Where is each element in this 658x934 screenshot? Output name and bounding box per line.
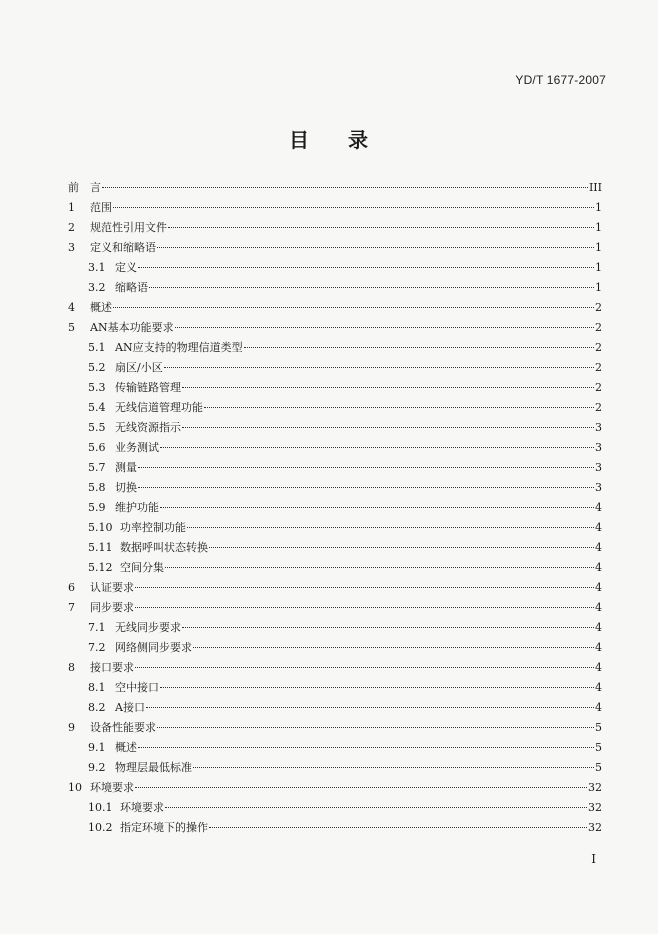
toc-entry-page: 2: [595, 321, 602, 334]
toc-entry-label: 概述: [90, 301, 112, 314]
toc-entry-page: 3: [595, 421, 602, 434]
toc-entry-number: 前: [68, 181, 79, 194]
toc-entry[interactable]: [68, 498, 602, 518]
toc-entry-number: 3.1: [88, 261, 106, 274]
toc-entry[interactable]: [68, 278, 602, 298]
toc-entry-page: 4: [595, 601, 602, 614]
toc-entry[interactable]: [68, 818, 602, 838]
toc-entry-page: 32: [588, 781, 602, 794]
toc-entry-number: 7.1: [88, 621, 106, 634]
dot-leader: [244, 347, 594, 348]
toc-entry-number: 4: [68, 301, 75, 314]
toc-entry-number: 9.1: [88, 741, 106, 754]
toc-entry[interactable]: [68, 238, 602, 258]
toc-entry-page: 4: [595, 641, 602, 654]
dot-leader: [193, 647, 594, 648]
toc-entry-number: 5: [68, 321, 75, 334]
toc-entry[interactable]: [68, 458, 602, 478]
toc-entry[interactable]: [68, 658, 602, 678]
toc-entry-page: 2: [595, 341, 602, 354]
toc-entry[interactable]: [68, 478, 602, 498]
toc-entry-label: 网络侧同步要求: [115, 641, 192, 654]
dot-leader: [113, 207, 594, 208]
toc-entry-page: III: [588, 181, 602, 194]
toc-entry-page: 4: [595, 621, 602, 634]
toc-entry[interactable]: [68, 298, 602, 318]
toc-entry-label: 切换: [115, 481, 137, 494]
toc-entry-number: 5.1: [88, 341, 106, 354]
toc-entry-label: 同步要求: [90, 601, 134, 614]
toc-entry-label: 概述: [115, 741, 137, 754]
toc-entry-number: 10: [68, 781, 82, 794]
dot-leader: [157, 727, 594, 728]
page-title: [0, 124, 658, 153]
toc-entry-number: 5.5: [88, 421, 106, 434]
dot-leader: [168, 227, 594, 228]
toc-entry-label: 维护功能: [115, 501, 159, 514]
dot-leader: [182, 387, 594, 388]
dot-leader: [204, 407, 594, 408]
dot-leader: [164, 367, 594, 368]
dot-leader: [160, 447, 594, 448]
title-char-2: 录: [348, 128, 369, 152]
toc-entry-label: 规范性引用文件: [90, 221, 167, 234]
dot-leader: [138, 267, 594, 268]
dot-leader: [182, 627, 594, 628]
toc-entry-label: A接口: [115, 701, 145, 714]
toc-entry[interactable]: [68, 518, 602, 538]
toc-entry-page: 1: [595, 201, 602, 214]
toc-entry[interactable]: [68, 778, 602, 798]
toc-entry-number: 5.7: [88, 461, 106, 474]
toc-entry-number: 5.6: [88, 441, 106, 454]
dot-leader: [113, 307, 594, 308]
dot-leader: [138, 467, 594, 468]
dot-leader: [209, 827, 587, 828]
toc-entry-page: 3: [595, 441, 602, 454]
toc-entry-label: AN应支持的物理信道类型: [115, 341, 243, 354]
toc-entry-number: 9: [68, 721, 75, 734]
toc-entry[interactable]: [68, 378, 602, 398]
toc-entry-page: 4: [595, 681, 602, 694]
toc-entry-number: 3.2: [88, 281, 106, 294]
dot-leader: [138, 487, 594, 488]
toc-entry[interactable]: [68, 698, 602, 718]
toc-entry-label: 缩略语: [115, 281, 148, 294]
toc-entry[interactable]: [68, 758, 602, 778]
toc-entry-page: 1: [595, 281, 602, 294]
toc-entry-page: 2: [595, 301, 602, 314]
toc-entry-page: 5: [595, 721, 602, 734]
toc-entry-label: 物理层最低标准: [115, 761, 192, 774]
dot-leader: [149, 287, 594, 288]
toc-entry-label: 定义和缩略语: [90, 241, 156, 254]
toc-entry-page: 4: [595, 701, 602, 714]
toc-entry-number: 5.10: [88, 521, 113, 534]
toc-entry-page: 3: [595, 481, 602, 494]
toc-entry-page: 5: [595, 761, 602, 774]
toc-entry-number: 1: [68, 201, 75, 214]
toc-entry[interactable]: [68, 358, 602, 378]
toc-entry-label: AN基本功能要求: [90, 321, 174, 334]
dot-leader: [102, 187, 588, 188]
toc-entry-number: 6: [68, 581, 75, 594]
toc-entry-page: 4: [595, 521, 602, 534]
toc-entry-number: 5.8: [88, 481, 106, 494]
dot-leader: [175, 327, 594, 328]
dot-leader: [182, 427, 594, 428]
toc-entry-page: 2: [595, 401, 602, 414]
toc-entry-page: 2: [595, 361, 602, 374]
toc-entry-number: 8.1: [88, 681, 106, 694]
dot-leader: [135, 667, 594, 668]
toc-entry-number: 5.3: [88, 381, 106, 394]
toc-entry-page: 5: [595, 741, 602, 754]
toc-entry-label: 无线资源指示: [115, 421, 181, 434]
toc-entry-page: 32: [588, 821, 602, 834]
toc-entry[interactable]: [68, 678, 602, 698]
toc-entry-page: 4: [595, 541, 602, 554]
toc-entry-number: 10.1: [88, 801, 113, 814]
toc-entry[interactable]: [68, 598, 602, 618]
toc-entry[interactable]: [68, 218, 602, 238]
toc-entry-number: 3: [68, 241, 75, 254]
toc-entry-number: 5.9: [88, 501, 106, 514]
dot-leader: [135, 607, 594, 608]
toc-entry[interactable]: [68, 438, 602, 458]
toc-entry-number: 7: [68, 601, 75, 614]
toc-entry-label: 指定环境下的操作: [120, 821, 208, 834]
dot-leader: [193, 767, 594, 768]
toc-entry-page: 1: [595, 221, 602, 234]
toc-entry-number: 9.2: [88, 761, 106, 774]
toc-entry[interactable]: [68, 578, 602, 598]
dot-leader: [160, 687, 594, 688]
toc-entry-page: 32: [588, 801, 602, 814]
toc-entry[interactable]: [68, 718, 602, 738]
toc-entry-number: 5.12: [88, 561, 113, 574]
toc-entry-label: 空中接口: [115, 681, 159, 694]
toc-entry-number: 5.11: [88, 541, 113, 554]
toc-entry-label: 设备性能要求: [90, 721, 156, 734]
toc-entry[interactable]: [68, 738, 602, 758]
toc-entry-label: 接口要求: [90, 661, 134, 674]
toc-entry-label: 测量: [115, 461, 137, 474]
toc-entry[interactable]: [68, 558, 602, 578]
toc-entry-number: 2: [68, 221, 75, 234]
toc-entry-label: 言: [90, 181, 101, 194]
document-code: YD/T 1677-2007: [515, 73, 606, 87]
toc-entry-number: 5.2: [88, 361, 106, 374]
dot-leader: [209, 547, 594, 548]
toc-entry[interactable]: [68, 338, 602, 358]
toc-entry[interactable]: [68, 258, 602, 278]
dot-leader: [165, 567, 594, 568]
dot-leader: [135, 787, 587, 788]
toc-entry-page: 4: [595, 661, 602, 674]
toc-entry-number: 8.2: [88, 701, 106, 714]
dot-leader: [135, 587, 594, 588]
toc-entry-number: 5.4: [88, 401, 106, 414]
dot-leader: [138, 747, 594, 748]
toc-entry-page: 2: [595, 381, 602, 394]
toc-entry[interactable]: [68, 318, 602, 338]
toc-entry-page: 3: [595, 461, 602, 474]
dot-leader: [165, 807, 587, 808]
table-of-contents: [68, 178, 602, 838]
toc-entry-label: 空间分集: [120, 561, 164, 574]
toc-entry-label: 扇区/小区: [115, 361, 163, 374]
toc-entry[interactable]: [68, 198, 602, 218]
toc-entry[interactable]: [68, 538, 602, 558]
title-char-1: 目: [289, 128, 310, 152]
toc-entry-page: 4: [595, 501, 602, 514]
toc-entry[interactable]: [68, 398, 602, 418]
dot-leader: [157, 247, 594, 248]
toc-entry-page: 1: [595, 241, 602, 254]
toc-entry-label: 数据呼叫状态转换: [120, 541, 208, 554]
toc-entry-page: 4: [595, 581, 602, 594]
toc-entry-number: 8: [68, 661, 75, 674]
toc-entry-label: 无线同步要求: [115, 621, 181, 634]
dot-leader: [187, 527, 594, 528]
page-number: I: [591, 852, 596, 866]
toc-entry-label: 无线信道管理功能: [115, 401, 203, 414]
toc-entry-number: 10.2: [88, 821, 113, 834]
toc-entry-label: 定义: [115, 261, 137, 274]
toc-entry-label: 业务测试: [115, 441, 159, 454]
toc-entry[interactable]: [68, 618, 602, 638]
dot-leader: [146, 707, 594, 708]
toc-entry-label: 功率控制功能: [120, 521, 186, 534]
toc-entry[interactable]: [68, 418, 602, 438]
toc-entry-label: 环境要求: [90, 781, 134, 794]
toc-entry-label: 传输链路管理: [115, 381, 181, 394]
toc-entry-label: 认证要求: [90, 581, 134, 594]
toc-entry[interactable]: [68, 798, 602, 818]
toc-entry-number: 7.2: [88, 641, 106, 654]
toc-entry-page: 1: [595, 261, 602, 274]
toc-entry-label: 范围: [90, 201, 112, 214]
dot-leader: [160, 507, 594, 508]
toc-entry[interactable]: [68, 178, 602, 198]
toc-entry-label: 环境要求: [120, 801, 164, 814]
toc-entry-page: 4: [595, 561, 602, 574]
toc-entry[interactable]: [68, 638, 602, 658]
